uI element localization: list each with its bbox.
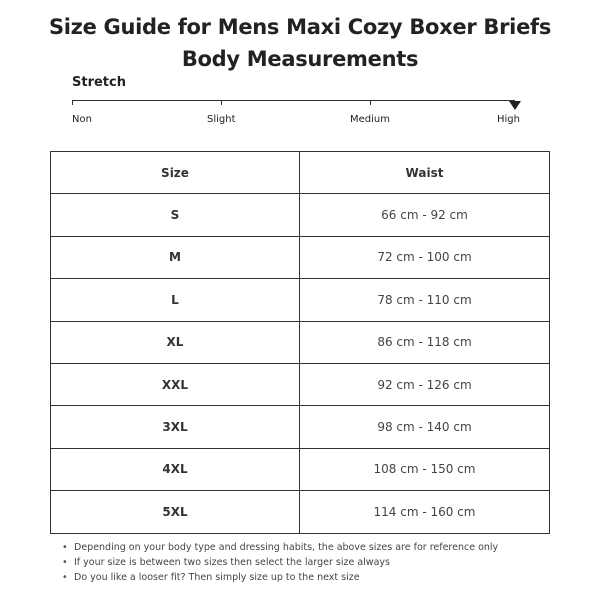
note-text: Depending on your body type and dressing habits, the above sizes are for reference only xyxy=(74,542,499,553)
stretch-scale-line xyxy=(72,100,515,101)
waist-cell: 114 cm - 160 cm xyxy=(300,491,550,533)
note-item xyxy=(62,540,582,555)
page-title: Size Guide for Mens Maxi Cozy Boxer Briefs xyxy=(48,15,552,39)
stretch-tick-medium xyxy=(370,100,371,105)
size-cell: 5XL xyxy=(51,491,300,533)
table-row xyxy=(51,406,550,448)
table-row xyxy=(51,321,550,363)
stretch-level-slight: Slight xyxy=(207,114,236,125)
waist-cell: 72 cm - 100 cm xyxy=(300,236,550,278)
stretch-tick-slight xyxy=(221,100,222,105)
table-row xyxy=(51,236,550,278)
stretch-level-high: High xyxy=(497,114,520,125)
waist-cell: 78 cm - 110 cm xyxy=(300,279,550,321)
table-row xyxy=(51,448,550,490)
bullet-icon: • xyxy=(62,557,68,568)
stretch-tick-non xyxy=(72,100,73,105)
bullet-icon: • xyxy=(62,542,68,553)
waist-cell: 98 cm - 140 cm xyxy=(300,406,550,448)
note-item xyxy=(62,555,582,570)
stretch-label: Stretch xyxy=(72,75,126,90)
note-text: Do you like a looser fit? Then simply size up to the next size xyxy=(74,572,360,583)
table-row xyxy=(51,194,550,236)
note-item xyxy=(62,570,582,585)
table-row xyxy=(51,491,550,533)
size-table xyxy=(50,151,550,534)
note-text: If your size is between two sizes then select the larger size always xyxy=(74,557,390,568)
size-cell: XXL xyxy=(51,363,300,405)
size-cell: 4XL xyxy=(51,448,300,490)
size-cell: L xyxy=(51,279,300,321)
stretch-level-non: Non xyxy=(72,114,92,125)
waist-column-header: Waist xyxy=(300,152,550,194)
table-row xyxy=(51,279,550,321)
table-row xyxy=(51,363,550,405)
waist-cell: 66 cm - 92 cm xyxy=(300,194,550,236)
waist-cell: 108 cm - 150 cm xyxy=(300,448,550,490)
bullet-icon: • xyxy=(62,572,68,583)
size-cell: XL xyxy=(51,321,300,363)
stretch-marker-icon xyxy=(509,101,521,110)
table-header-row xyxy=(51,152,550,194)
size-column-header: Size xyxy=(51,152,300,194)
size-cell: 3XL xyxy=(51,406,300,448)
stretch-level-medium: Medium xyxy=(350,114,390,125)
waist-cell: 92 cm - 126 cm xyxy=(300,363,550,405)
size-cell: S xyxy=(51,194,300,236)
notes-list xyxy=(62,540,582,585)
size-cell: M xyxy=(51,236,300,278)
waist-cell: 86 cm - 118 cm xyxy=(300,321,550,363)
page-subtitle: Body Measurements xyxy=(181,47,419,71)
